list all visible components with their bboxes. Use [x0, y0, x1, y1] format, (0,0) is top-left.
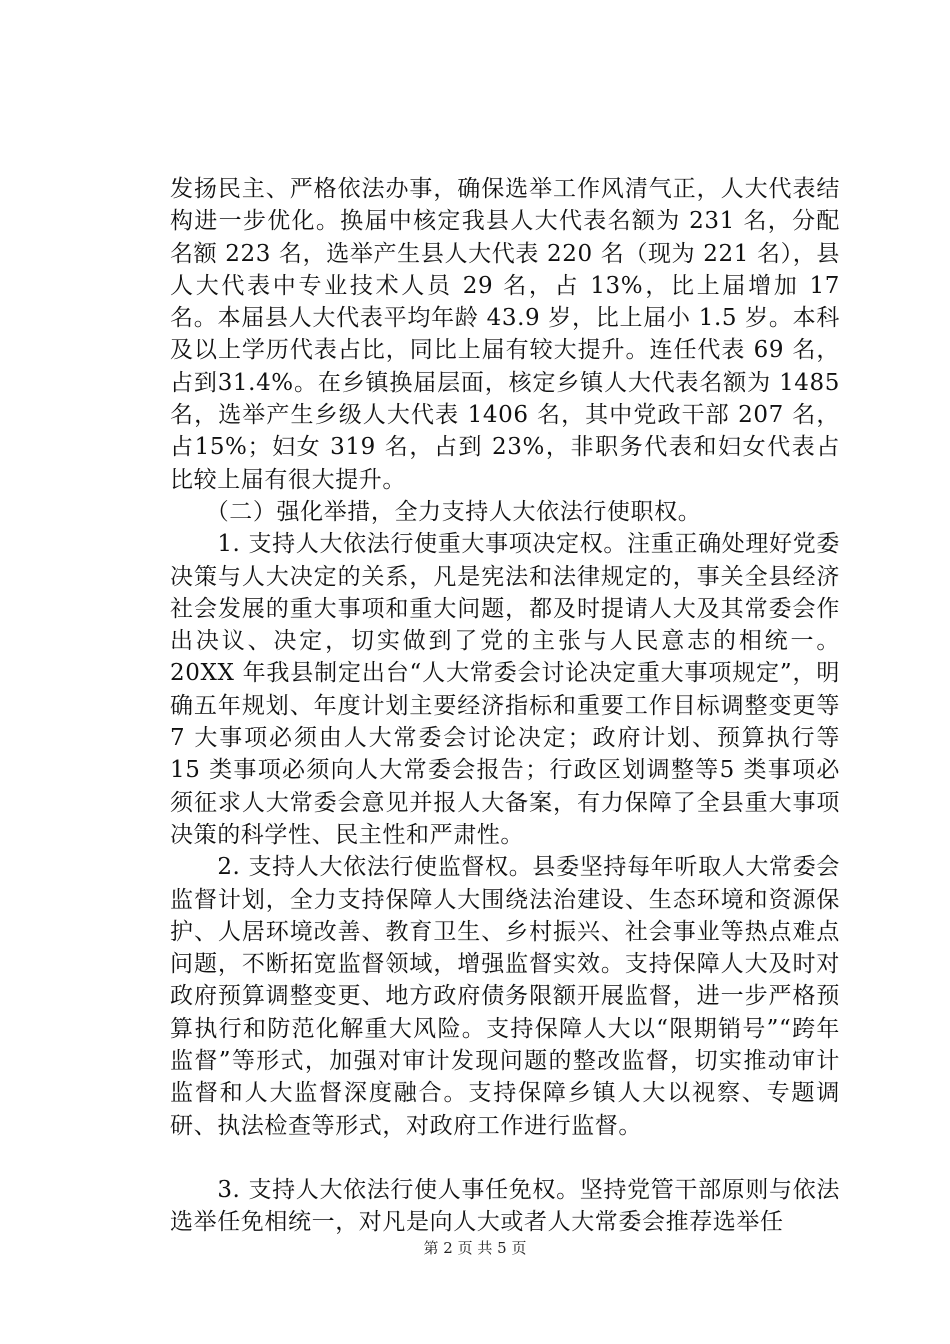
paragraph-decision-power: 1. 支持人大依法行使重大事项决定权。注重正确处理好党委决策与人大决定的关系，凡是宪法和法律规定的，事关全县经济社会发展的重大事项和重大问题，都及时提请人大及其常委会作出决议、决定，切实做到了党的主张与人民意志的相统一。20XX 年我县制定出台“人大常委会讨论决定重大事项规定”，明确五年规划、年度计划主要经济指标和重要工作目标调整变更等 7 大事项必须由人大常委会讨论决定；政府计划、预算执行等 15 类事项必须向人大常委会报告；行政区划调整等5 类事项必须征求人大常委会意见并报人大备案，有力保障了全县重大事项决策的科学性、民主性和严肃性。	[170, 531, 848, 848]
page-footer: 第 2 页 共 5 页	[423, 1239, 527, 1257]
paragraph-representatives-structure: 发扬民主、严格依法办事，确保选举工作风清气正，人大代表结构进一步优化。换届中核定我县人大代表名额为 231 名，分配名额 223 名，选举产生县人大代表 220 名（现为 221 名），县人大代表中专业技术人员 29 名，占 13%，比上届增加 17 名。本届县人大代表平均年龄 43.9 岁，比上届小 1.5 岁。本科及以上学历代表占比，同比上届有较大提升。连任代表 69 名，占到31.4%。在乡镇换届层面，核定乡镇人大代表名额为 1485 名，选举产生乡级人大代表 1406 名，其中党政干部 207 名，占15%；妇女 319 名，占到 23%，非职务代表和妇女代表占比较上届有很大提升。	[170, 176, 848, 493]
section-heading-2: （二）强化举措，全力支持人大依法行使职权。	[170, 498, 702, 525]
document-body	[170, 173, 848, 1239]
paragraph-supervision-power: 2. 支持人大依法行使监督权。县委坚持每年听取人大常委会监督计划，全力支持保障人大围绕法治建设、生态环境和资源保护、人居环境改善、教育卫生、乡村振兴、社会事业等热点难点问题，不断拓宽监督领域，增强监督实效。支持保障人大及时对政府预算调整变更、地方政府债务限额开展监督，进一步严格预算执行和防范化解重大风险。支持保障人大以“限期销号”“跨年监督”等形式，加强对审计发现问题的整改监督，切实推动审计监督和人大监督深度融合。支持保障乡镇人大以视察、专题调研、执法检查等形式，对政府工作进行监督。	[170, 854, 840, 1139]
paragraph-appointment-power: 3. 支持人大依法行使人事任免权。坚持党管干部原则与依法选举任免相统一，对凡是向人大或者人大常委会推荐选举任	[170, 1176, 840, 1236]
